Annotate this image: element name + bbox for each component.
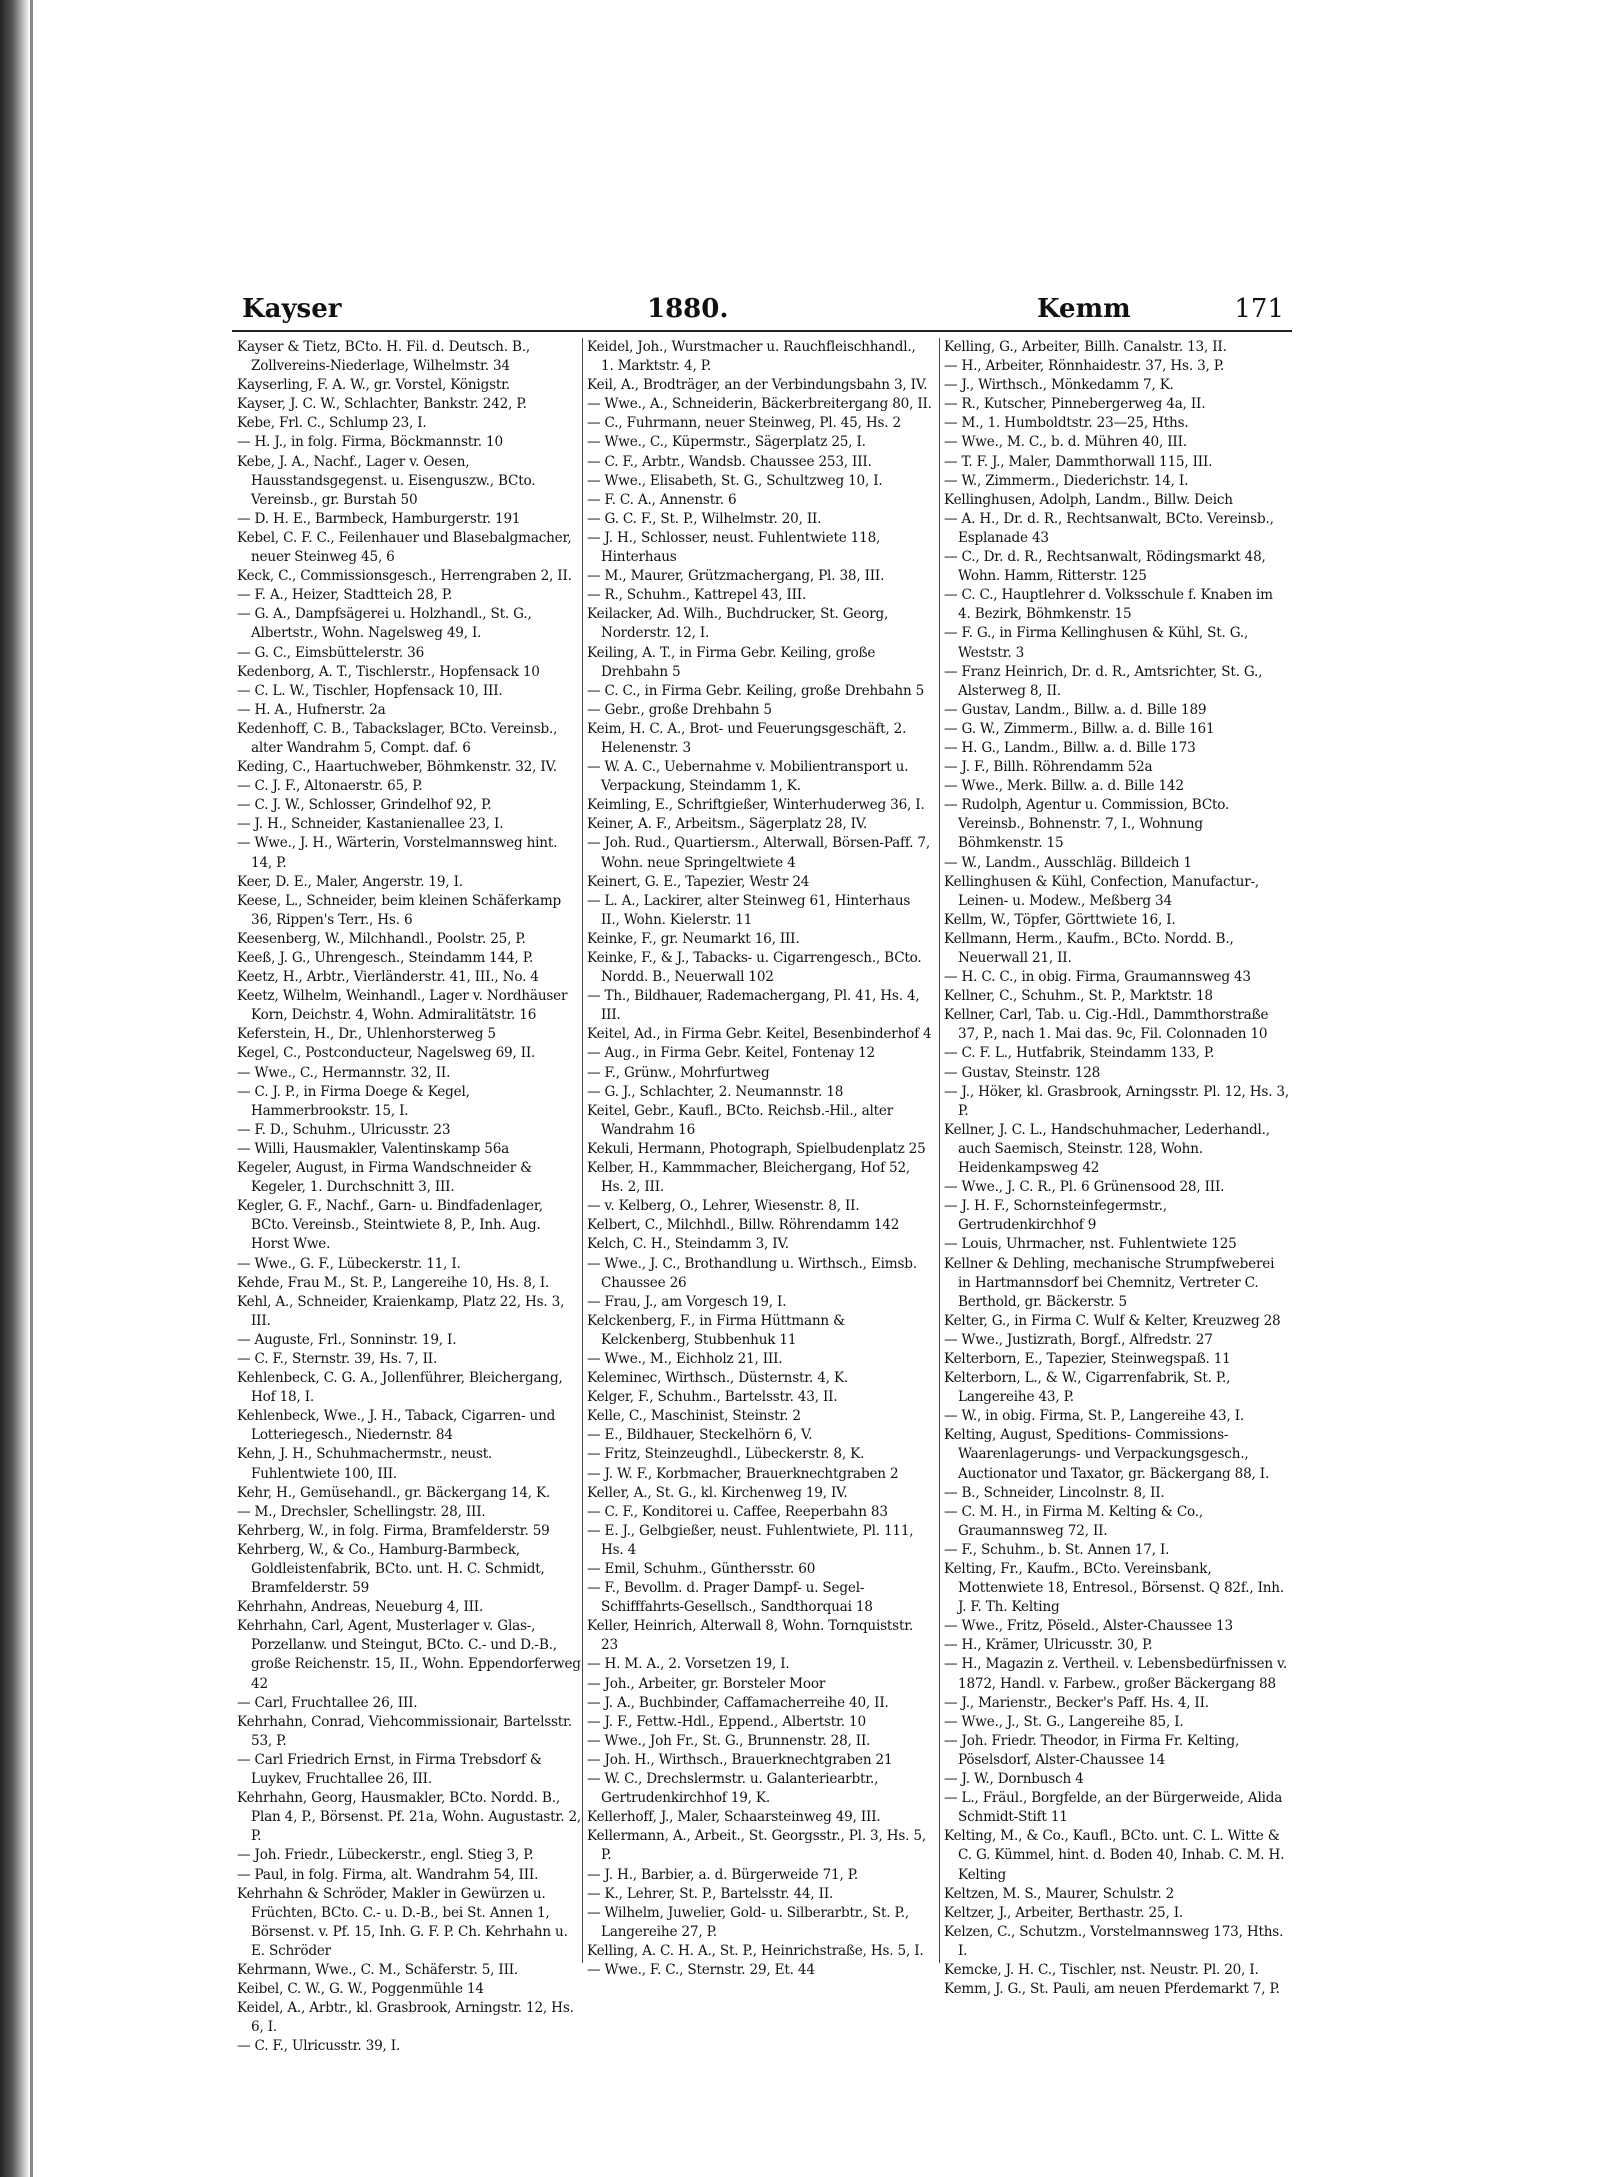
directory-entry: Kemcke, J. H. C., Tischler, nst. Neustr. Pl. 20, I.: [944, 1961, 1259, 1978]
directory-entry: — Wwe., A., Schneiderin, Bäckerbreitergang 80, II.: [587, 396, 932, 413]
directory-entry: — E. J., Gelbgießer, neust. Fuhlentwiete, Pl. 111, Hs. 4: [587, 1522, 914, 1558]
directory-entry: Kelterborn, L., & W., Cigarrenfabrik, St. P., Langereihe 43, P.: [944, 1370, 1231, 1406]
directory-entry: — W., in obig. Firma, St. P., Langereihe 43, I.: [944, 1408, 1245, 1425]
directory-entry: — W., Zimmerm., Diederichstr. 14, I.: [944, 472, 1189, 489]
directory-entry: — W. A. C., Uebernahme v. Mobilientransport u. Verpackung, Steindamm 1, K.: [587, 759, 909, 795]
directory-entry: Kegel, C., Postconducteur, Nagelsweg 69, II.: [237, 1045, 536, 1062]
directory-entry: Kehrhahn & Schröder, Makler in Gewürzen u. Früchten, BCto. C.- u. D.-B., bei St. Annen 1, Börsenst. v. Pf. 15, Inh. G. F. P. Ch. Kehrhahn u. E. Schröder: [237, 1885, 568, 1959]
directory-entry: — J. H., Schneider, Kastanienallee 23, I.: [237, 816, 504, 833]
directory-entry: Keitel, Ad., in Firma Gebr. Keitel, Besenbinderhof 4: [587, 1026, 932, 1043]
directory-entry: Kellinghusen, Adolph, Landm., Billw. Deich: [944, 491, 1233, 508]
directory-entry: Keferstein, H., Dr., Uhlenhorsterweg 5: [237, 1026, 496, 1043]
directory-entry: — H., Magazin z. Vertheil. v. Lebensbedürfnissen v. 1872, Handl. v. Farbew., großer Bäckergang 88: [944, 1656, 1288, 1692]
directory-entry: Keitel, Gebr., Kaufl., BCto. Reichsb.-Hil., alter Wandrahm 16: [587, 1102, 894, 1138]
directory-entry: — M., Maurer, Grützmachergang, Pl. 38, III.: [587, 568, 885, 585]
directory-entry: Kehn, J. H., Schuhmachermstr., neust. Fuhlentwiete 100, III.: [237, 1446, 493, 1482]
directory-entry: Kellinghusen & Kühl, Confection, Manufactur-, Leinen- u. Modew., Meßberg 34: [944, 873, 1260, 909]
directory-entry: Kelber, H., Kammmacher, Bleichergang, Hof 52, Hs. 2, III.: [587, 1160, 911, 1196]
directory-entry: — Wwe., Justizrath, Borgf., Alfredstr. 27: [944, 1331, 1213, 1348]
directory-entry: — Wwe., J. C., Brothandlung u. Wirthsch., Eimsb. Chaussee 26: [587, 1255, 917, 1291]
directory-entry: Kelzen, C., Schutzm., Vorstelmannsweg 173, Hths. I.: [944, 1923, 1284, 1959]
directory-entry: — Th., Bildhauer, Rademachergang, Pl. 41, Hs. 4, III.: [587, 988, 920, 1024]
directory-entry: Keimling, E., Schriftgießer, Winterhuderweg 36, I.: [587, 797, 925, 814]
directory-entry: — v. Kelberg, O., Lehrer, Wiesenstr. 8, II.: [587, 1198, 860, 1215]
directory-entry: — F., Grünw., Mohrfurtweg: [587, 1064, 770, 1081]
directory-entry: Kelling, G., Arbeiter, Billh. Canalstr. 13, II.: [944, 339, 1227, 355]
directory-entry: — J., Höker, kl. Grasbrook, Arningsstr. Pl. 12, Hs. 3, P.: [944, 1083, 1290, 1119]
directory-entry: — H., Krämer, Ulricusstr. 30, P.: [944, 1637, 1153, 1654]
directory-entry: — C. F., Arbtr., Wandsb. Chaussee 253, III.: [587, 453, 872, 470]
directory-entry: — L. A., Lackirer, alter Steinweg 61, Hinterhaus II., Wohn. Kielerstr. 11: [587, 892, 911, 928]
directory-entry: — A. H., Dr. d. R., Rechtsanwalt, BCto. Vereinsb., Esplanade 43: [944, 510, 1274, 546]
directory-entry: — T. F. J., Maler, Dammthorwall 115, III.: [944, 453, 1213, 470]
directory-entry: Kegeler, August, in Firma Wandschneider & Kegeler, 1. Durchschnitt 3, III.: [237, 1160, 533, 1196]
directory-entry: Kehr, H., Gemüsehandl., gr. Bäckergang 14, K.: [237, 1484, 551, 1501]
directory-entry: Keck, C., Commissionsgesch., Herrengraben 2, II.: [237, 568, 572, 585]
directory-entry: Kebel, C. F. C., Feilenhauer und Blasebalgmacher, neuer Steinweg 45, 6: [237, 529, 572, 566]
directory-entry: — C. J. F., Altonaerstr. 65, P.: [237, 778, 423, 795]
directory-entry: — H. M. A., 2. Vorsetzen 19, I.: [587, 1656, 790, 1673]
directory-entry: Kemm, J. G., St. Pauli, am neuen Pferdemarkt 7, P.: [944, 1981, 1280, 1998]
directory-entry: — D. H. E., Barmbeck, Hamburgerstr. 191: [237, 510, 521, 527]
directory-entry: Kelbert, C., Milchhdl., Billw. Röhrendamm 142: [587, 1217, 900, 1234]
directory-entry: Kellermann, A., Arbeit., St. Georgsstr., Pl. 3, Hs. 5, P.: [587, 1828, 926, 1864]
directory-entry: Kellm, W., Töpfer, Görttwiete 16, I.: [944, 911, 1176, 928]
directory-entry: — Emil, Schuhm., Günthersstr. 60: [587, 1561, 816, 1577]
header-right-word: Kemm: [1037, 294, 1131, 324]
directory-entry: — C. L. W., Tischler, Hopfensack 10, III.: [237, 682, 503, 699]
directory-entry: — Wwe., F. C., Sternstr. 29, Et. 44: [587, 1961, 815, 1978]
directory-entry: — Rudolph, Agentur u. Commission, BCto. Vereinsb., Bohnenstr. 7, I., Wohnung Böhmkenstr. 15: [944, 797, 1230, 852]
directory-entry: — G. J., Schlachter, 2. Neumannstr. 18: [587, 1083, 844, 1100]
directory-entry: — C., Dr. d. R., Rechtsanwalt, Rödingsmarkt 48, Wohn. Hamm, Ritterstr. 125: [944, 549, 1266, 585]
header-year: 1880.: [647, 294, 729, 324]
directory-entry: Keese, L., Schneider, beim kleinen Schäferkamp 36, Rippen's Terr., Hs. 6: [237, 892, 562, 928]
directory-entry: — C. F., Sternstr. 39, Hs. 7, II.: [237, 1350, 438, 1367]
directory-entry: — R., Kutscher, Pinnebergerweg 4a, II.: [944, 396, 1206, 413]
directory-entry: — Carl Friedrich Ernst, in Firma Trebsdorf & Luykev, Fruchtallee 26, III.: [237, 1751, 542, 1788]
directory-entry: — Wilhelm, Juwelier, Gold- u. Silberarbtr., St. P., Langereihe 27, P.: [587, 1904, 909, 1940]
directory-entry: Kellner & Dehling, mechanische Strumpfweberei in Hartmannsdorf bei Chemnitz, Vertreter C. Berthold, gr. Bäckerstr. 5: [944, 1255, 1275, 1310]
directory-entry: — J. W., Dornbusch 4: [944, 1771, 1084, 1788]
book-gutter-shadow: [0, 0, 30, 2177]
directory-entry: Kellner, Carl, Tab. u. Cig.-Hdl., Dammthorstraße 37, P., nach 1. Mai das. 9c, Fil. Colonnaden 10: [944, 1007, 1269, 1043]
directory-entry: Keinke, F., gr. Neumarkt 16, III.: [587, 930, 800, 947]
directory-entry: Kayserling, F. A. W., gr. Vorstel, Königstr.: [237, 377, 511, 394]
directory-entry: Keidel, Joh., Wurstmacher u. Rauchfleischhandl., 1. Marktstr. 4, P.: [587, 339, 916, 375]
directory-entry: — K., Lehrer, St. P., Bartelsstr. 44, II.: [587, 1885, 834, 1902]
directory-entry: — Frau, J., am Vorgesch 19, I.: [587, 1293, 787, 1310]
directory-entry: — J. H. F., Schornsteinfegermstr., Gertrudenkirchhof 9: [944, 1198, 1167, 1234]
directory-entry: — Franz Heinrich, Dr. d. R., Amtsrichter, St. G., Alsterweg 8, II.: [944, 663, 1263, 699]
column-2: [587, 338, 932, 1978]
directory-entry: — J. W. F., Korbmacher, Brauerknechtgraben 2: [587, 1465, 899, 1482]
directory-entry: — Carl, Fruchtallee 26, III.: [237, 1694, 418, 1711]
directory-entry: Kelger, F., Schuhm., Bartelsstr. 43, II.: [587, 1389, 838, 1406]
directory-entry: — Willi, Hausmakler, Valentinskamp 56a: [237, 1140, 510, 1157]
directory-entry: Kehrberg, W., & Co., Hamburg-Barmbeck, Goldleistenfabrik, BCto. unt. H. C. Schmidt, Bramfelderstr. 59: [237, 1541, 545, 1597]
directory-entry: Keiling, A. T., in Firma Gebr. Keiling, große Drehbahn 5: [587, 644, 876, 680]
directory-entry: — Wwe., M. C., b. d. Mühren 40, III.: [944, 434, 1187, 451]
directory-entry: — Wwe., J., St. G., Langereihe 85, I.: [944, 1713, 1184, 1730]
directory-entry: — F. G., in Firma Kellinghusen & Kühl, St. G., Weststr. 3: [944, 625, 1249, 661]
directory-entry: — H., Arbeiter, Rönnhaidestr. 37, Hs. 3, P.: [944, 358, 1225, 375]
directory-entry: — Aug., in Firma Gebr. Keitel, Fontenay 12: [587, 1045, 875, 1062]
directory-entry: — R., Schuhm., Kattrepel 43, III.: [587, 587, 807, 604]
directory-entry: — H. C. C., in obig. Firma, Graumannsweg 43: [944, 969, 1251, 986]
directory-entry: — G. C., Eimsbüttelerstr. 36: [237, 644, 425, 661]
directory-entry: — J. F., Fettw.-Hdl., Eppend., Albertstr. 10: [587, 1713, 866, 1730]
directory-entry: Keltzer, J., Arbeiter, Berthastr. 25, I.: [944, 1904, 1183, 1921]
directory-entry: — H. A., Hufnerstr. 2a: [237, 701, 386, 718]
directory-entry: — H. J., in folg. Firma, Böckmannstr. 10: [237, 434, 503, 451]
directory-entry: — Paul, in folg. Firma, alt. Wandrahm 54, III.: [237, 1866, 539, 1883]
directory-entry: Keesenberg, W., Milchhandl., Poolstr. 25, P.: [237, 930, 526, 947]
column-1: [237, 338, 582, 2055]
directory-entry: Kellner, J. C. L., Handschuhmacher, Lederhandl., auch Saemisch, Steinstr. 128, Wohn. Heidenkampsweg 42: [944, 1121, 1270, 1177]
directory-entry: Kelter, G., in Firma C. Wulf & Kelter, Kreuzweg 28: [944, 1312, 1281, 1329]
directory-entry: — Joh. Friedr. Theodor, in Firma Fr. Kelting, Pöselsdorf, Alster-Chaussee 14: [944, 1732, 1240, 1768]
directory-entry: Kelting, Fr., Kaufm., BCto. Vereinsbank, Mottenwiete 18, Entresol., Börsenst. Q 82f., Inh. J. F. Th. Kelting: [944, 1561, 1284, 1616]
directory-entry: — L., Fräul., Borgfelde, an der Bürgerweide, Alida Schmidt-Stift 11: [944, 1790, 1283, 1826]
directory-entry: — H. G., Landm., Billw. a. d. Bille 173: [944, 739, 1196, 756]
directory-entry: Kelting, M., & Co., Kaufl., BCto. unt. C. L. Witte & C. G. Kümmel, hint. d. Boden 40, Inhab. C. M. H. Kelting: [944, 1828, 1285, 1883]
directory-entry: — C. J. P., in Firma Doege & Kegel, Hammerbrookstr. 15, I.: [237, 1083, 470, 1119]
directory-entry: — M., Drechsler, Schellingstr. 28, III.: [237, 1503, 486, 1520]
directory-entry: — F., Schuhm., b. St. Annen 17, I.: [944, 1541, 1170, 1558]
directory-entry: — Auguste, Frl., Sonninstr. 19, I.: [237, 1331, 457, 1348]
directory-entry: Kegler, G. F., Nachf., Garn- u. Bindfadenlager, BCto. Vereinsb., Steintwiete 8, P., Inh. Aug. Horst Wwe.: [237, 1198, 543, 1253]
directory-entry: — F. C. A., Annenstr. 6: [587, 491, 737, 508]
directory-entry: — C. C., Hauptlehrer d. Volksschule f. Knaben im 4. Bezirk, Böhmkenstr. 15: [944, 587, 1273, 623]
directory-entry: — C. C., in Firma Gebr. Keiling, große Drehbahn 5: [587, 682, 925, 699]
directory-entry: Kedenhoff, C. B., Tabackslager, BCto. Vereinsb., alter Wandrahm 5, Compt. daf. 6: [237, 720, 558, 756]
directory-entry: — Fritz, Steinzeughdl., Lübeckerstr. 8, K.: [587, 1446, 865, 1463]
directory-entry: — G. A., Dampfsägerei u. Holzhandl., St. G., Albertstr., Wohn. Nagelsweg 49, I.: [237, 606, 532, 642]
directory-entry: Keinert, G. E., Tapezier, Westr 24: [587, 873, 810, 890]
directory-entry: Kayser & Tietz, BCto. H. Fil. d. Deutsch. B., Zollvereins-Niederlage, Wilhelmstr. 34: [237, 339, 531, 375]
directory-entry: Keltzen, M. S., Maurer, Schulstr. 2: [944, 1885, 1175, 1902]
directory-entry: — F., Bevollm. d. Prager Dampf- u. Segel-Schifffahrts-Gesellsch., Sandthorquai 18: [587, 1580, 873, 1616]
directory-entry: — Wwe., C., Hermannstr. 32, II.: [237, 1064, 451, 1081]
directory-entry: — Wwe., Joh Fr., St. G., Brunnenstr. 28, II.: [587, 1732, 871, 1749]
directory-entry: — J. F., Billh. Röhrendamm 52a: [944, 759, 1153, 776]
directory-entry: Kehrmann, Wwe., C. M., Schäferstr. 5, III.: [237, 1961, 519, 1978]
directory-entry: — J. H., Barbier, a. d. Bürgerweide 71, P.: [587, 1866, 859, 1883]
directory-entry: — W. C., Drechslermstr. u. Galanteriearbtr., Gertrudenkirchhof 19, K.: [587, 1771, 879, 1807]
directory-entry: — Wwe., Merk. Billw. a. d. Bille 142: [944, 778, 1184, 795]
directory-entry: Keetz, H., Arbtr., Vierländerstr. 41, III., No. 4: [237, 969, 539, 986]
directory-entry: — Wwe., Elisabeth, St. G., Schultzweg 10, I.: [587, 472, 883, 489]
directory-entry: — Joh. H., Wirthsch., Brauerknechtgraben 21: [587, 1751, 893, 1768]
directory-entry: — Wwe., C., Küpermstr., Sägerplatz 25, I.: [587, 434, 866, 451]
directory-entry: Kelch, C. H., Steindamm 3, IV.: [587, 1236, 789, 1253]
directory-entry: Kedenborg, A. T., Tischlerstr., Hopfensack 10: [237, 663, 540, 680]
directory-entry: — Gustav, Landm., Billw. a. d. Bille 189: [944, 701, 1207, 718]
directory-entry: Kellner, C., Schuhm., St. P., Marktstr. 18: [944, 988, 1213, 1005]
directory-entry: — B., Schneider, Lincolnstr. 8, II.: [944, 1484, 1165, 1501]
directory-entry: Keer, D. E., Maler, Angerstr. 19, I.: [237, 873, 463, 890]
directory-entry: Kellmann, Herm., Kaufm., BCto. Nordd. B., Neuerwall 21, II.: [944, 930, 1234, 966]
directory-entry: Kelling, A. C. H. A., St. P., Heinrichstraße, Hs. 5, I.: [587, 1942, 924, 1959]
directory-entry: — Gebr., große Drehbahn 5: [587, 701, 772, 718]
directory-entry: Kellerhoff, J., Maler, Schaarsteinweg 49, III.: [587, 1809, 881, 1826]
columns: [232, 338, 1292, 2055]
directory-entry: Kehrberg, W., in folg. Firma, Bramfelderstr. 59: [237, 1522, 550, 1539]
directory-entry: — C. F., Ulricusstr. 39, I.: [237, 2038, 401, 2055]
directory-entry: — Wwe., M., Eichholz 21, III.: [587, 1350, 783, 1367]
directory-entry: — Joh. Rud., Quartiersm., Alterwall, Börsen-Paff. 7, Wohn. neue Springeltwiete 4: [587, 835, 931, 871]
directory-entry: — G. W., Zimmerm., Billw. a. d. Bille 161: [944, 720, 1215, 737]
directory-page: [232, 290, 1292, 2055]
directory-entry: Kebe, J. A., Nachf., Lager v. Oesen, Hausstandsgegenst. u. Eisenguszw., BCto. Vereinsb., gr. Burstah 50: [237, 453, 536, 508]
directory-entry: — G. C. F., St. P., Wilhelmstr. 20, II.: [587, 510, 822, 527]
directory-entry: Kehrhahn, Andreas, Neueburg 4, III.: [237, 1599, 484, 1616]
directory-entry: — Joh., Arbeiter, gr. Borsteler Moor: [587, 1675, 826, 1692]
directory-entry: — Wwe., G. F., Lübeckerstr. 11, I.: [237, 1255, 461, 1272]
directory-entry: Kebe, Frl. C., Schlump 23, I.: [237, 415, 427, 432]
directory-entry: Keil, A., Brodträger, an der Verbindungsbahn 3, IV.: [587, 377, 928, 394]
directory-entry: Kelting, August, Speditions- Commissions-Waarenlagerungs- und Verpackungsgesch., Auctionator und Taxator, gr. Bäckergang 88, I.: [944, 1427, 1270, 1482]
directory-entry: Kayser, J. C. W., Schlachter, Bankstr. 242, P.: [237, 396, 527, 413]
directory-entry: Keleminec, Wirthsch., Düsternstr. 4, K.: [587, 1370, 849, 1387]
directory-entry: — Wwe., J. C. R., Pl. 6 Grünensood 28, III.: [944, 1179, 1225, 1196]
directory-entry: — W., Landm., Ausschläg. Billdeich 1: [944, 854, 1192, 871]
directory-entry: — J., Marienstr., Becker's Paff. Hs. 4, II.: [944, 1694, 1209, 1711]
book-gutter-edge: [30, 0, 33, 2177]
page-header: [232, 290, 1292, 332]
directory-entry: — F. A., Heizer, Stadtteich 28, P.: [237, 587, 453, 604]
directory-entry: Kekuli, Hermann, Photograph, Spielbudenplatz 25: [587, 1140, 926, 1157]
directory-entry: — J. A., Buchbinder, Caffamacherreihe 40, II.: [587, 1694, 889, 1711]
directory-entry: Keeß, J. G., Uhrengesch., Steindamm 144, P.: [237, 950, 534, 966]
directory-entry: — C. M. H., in Firma M. Kelting & Co., Graumannsweg 72, II.: [944, 1503, 1204, 1539]
directory-entry: Kehde, Frau M., St. P., Langereihe 10, Hs. 8, I.: [237, 1274, 550, 1291]
directory-entry: Kehrhahn, Georg, Hausmakler, BCto. Nordd. B., Plan 4, P., Börsenst. Pf. 21a, Wohn. Augustastr. 2, P.: [237, 1790, 582, 1845]
directory-entry: Kehrhahn, Carl, Agent, Musterlager v. Glas-, Porzellanw. und Steingut, BCto. C.- und D.-B., große Reichenstr. 15, II., Wohn. Eppendorferweg 42: [237, 1618, 581, 1692]
directory-entry: Keding, C., Haartuchweber, Böhmkenstr. 32, IV.: [237, 759, 557, 776]
directory-entry: — Wwe., Fritz, Pöseld., Alster-Chaussee 13: [944, 1618, 1233, 1635]
directory-entry: — F. D., Schuhm., Ulricusstr. 23: [237, 1121, 451, 1138]
directory-entry: Kelle, C., Maschinist, Steinstr. 2: [587, 1408, 801, 1425]
header-left-word: Kayser: [242, 294, 342, 324]
directory-entry: Kelterborn, E., Tapezier, Steinwegspaß. 11: [944, 1350, 1231, 1367]
directory-entry: — Louis, Uhrmacher, nst. Fuhlentwiete 125: [944, 1236, 1237, 1253]
directory-entry: Keller, Heinrich, Alterwall 8, Wohn. Tornquiststr. 23: [587, 1618, 914, 1654]
directory-entry: — E., Bildhauer, Steckelhörn 6, V.: [587, 1427, 813, 1444]
directory-entry: — J. H., Schlosser, neust. Fuhlentwiete 118, Hinterhaus: [587, 529, 881, 566]
page-number: 171: [1234, 294, 1284, 324]
directory-entry: — Gustav, Steinstr. 128: [944, 1064, 1101, 1081]
directory-entry: Keibel, C. W., G. W., Poggenmühle 14: [237, 1981, 484, 1998]
directory-entry: — J., Wirthsch., Mönkedamm 7, K.: [944, 377, 1174, 394]
directory-entry: Kehlenbeck, Wwe., J. H., Taback, Cigarren- und Lotteriegesch., Niedernstr. 84: [237, 1408, 556, 1444]
directory-entry: — C., Fuhrmann, neuer Steinweg, Pl. 45, Hs. 2: [587, 415, 901, 432]
directory-entry: Keidel, A., Arbtr., kl. Grasbrook, Arningstr. 12, Hs. 6, I.: [237, 2000, 574, 2036]
directory-entry: Kehl, A., Schneider, Kraienkamp, Platz 22, Hs. 3, III.: [237, 1293, 565, 1329]
directory-entry: — C. F., Konditorei u. Caffee, Reeperbahn 83: [587, 1503, 888, 1520]
directory-entry: — M., 1. Humboldtstr. 23—25, Hths.: [944, 415, 1189, 432]
directory-entry: Kehlenbeck, C. G. A., Jollenführer, Bleichergang, Hof 18, I.: [237, 1370, 563, 1406]
directory-entry: Keiner, A. F., Arbeitsm., Sägerplatz 28, IV.: [587, 816, 868, 833]
directory-entry: — C. F. L., Hutfabrik, Steindamm 133, P.: [944, 1045, 1215, 1062]
directory-entry: Keller, A., St. G., kl. Kirchenweg 19, IV.: [587, 1484, 848, 1501]
directory-entry: — C. J. W., Schlosser, Grindelhof 92, P.: [237, 797, 492, 814]
directory-entry: — Joh. Friedr., Lübeckerstr., engl. Stieg 3, P.: [237, 1847, 534, 1864]
directory-entry: Kelckenberg, F., in Firma Hüttmann & Kelckenberg, Stubbenhuk 11: [587, 1312, 845, 1348]
directory-entry: Kehrhahn, Conrad, Viehcommissionair, Bartelsstr. 53, P.: [237, 1713, 572, 1749]
directory-entry: — Wwe., J. H., Wärterin, Vorstelmannsweg hint. 14, P.: [237, 835, 558, 871]
directory-entry: Keetz, Wilhelm, Weinhandl., Lager v. Nordhäuser Korn, Deichstr. 4, Wohn. Admiralitätstr. 16: [237, 988, 568, 1024]
directory-entry: Keinke, F., & J., Tabacks- u. Cigarrengesch., BCto. Nordd. B., Neuerwall 102: [587, 950, 922, 986]
directory-entry: Keilacker, Ad. Wilh., Buchdrucker, St. Georg, Norderstr. 12, I.: [587, 606, 889, 642]
directory-entry: Keim, H. C. A., Brot- und Feuerungsgeschäft, 2. Helenenstr. 3: [587, 720, 907, 756]
column-3: [944, 338, 1290, 1998]
